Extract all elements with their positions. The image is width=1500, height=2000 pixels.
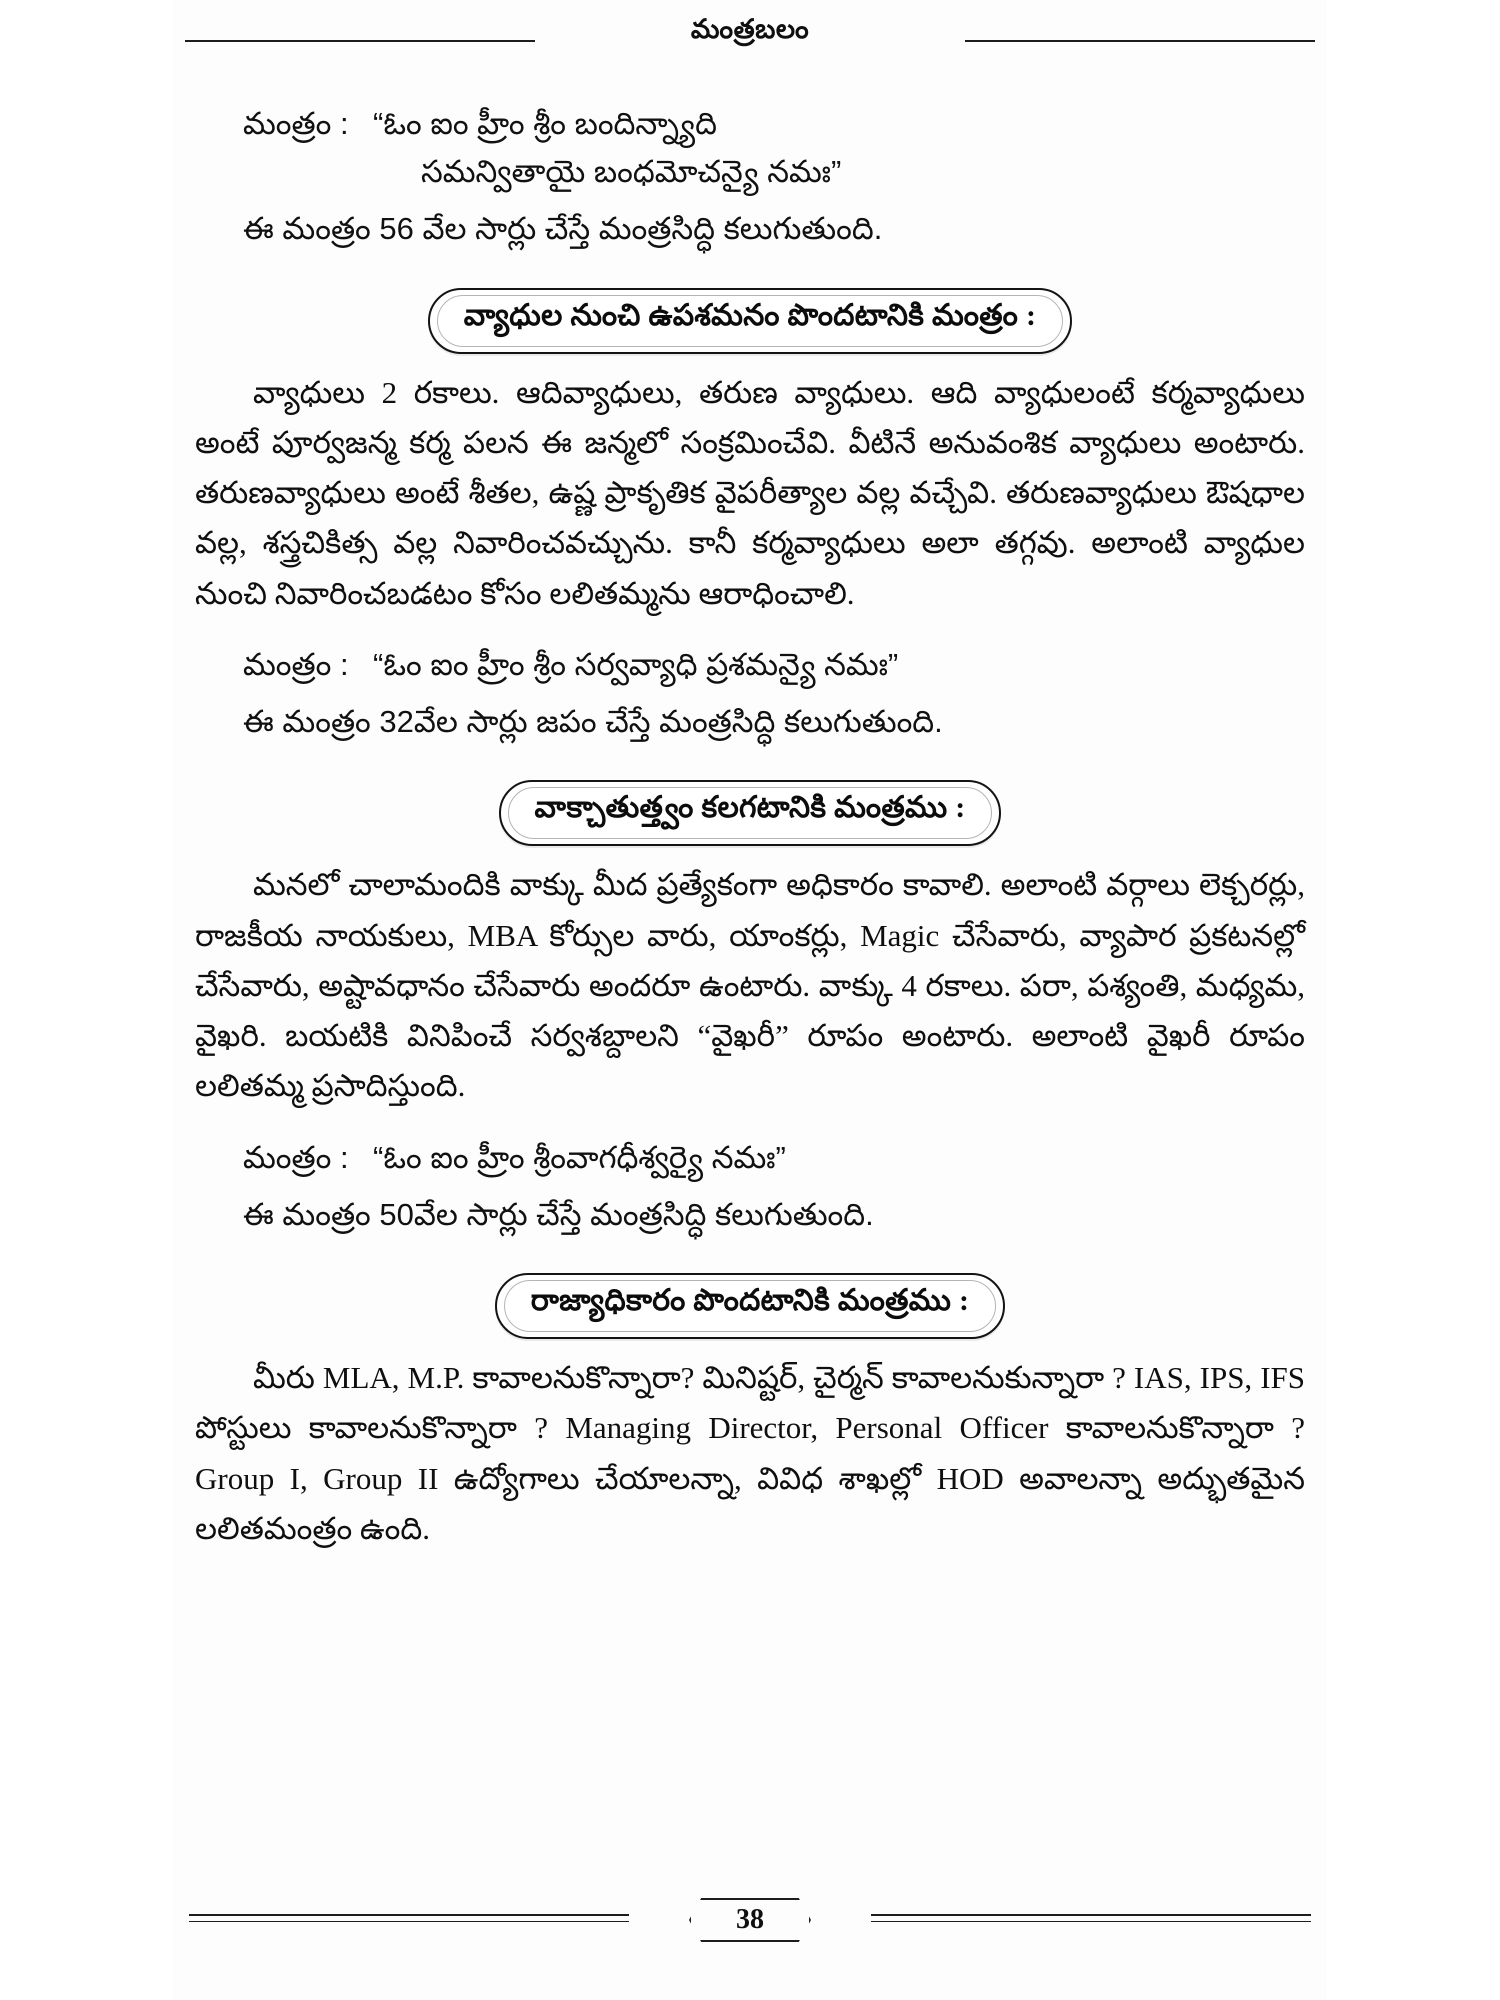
mantra-text-line: సమన్వితాయై బంధమోచన్యై నమః” [421, 154, 842, 190]
section-heading-vakchaturvam [195, 780, 1305, 846]
page-number: 38 [736, 1904, 764, 1935]
mantra-first-line [195, 641, 1305, 689]
mantra-first-line [195, 1134, 1305, 1182]
mantra-label: మంత్రం : [243, 106, 349, 141]
body-paragraph: మీరు MLA, M.P. కావాలనుకొన్నారా? మినిష్టర్, చైర్మన్ కావాలనుకున్నారా ? IAS, IPS, IFS పోస్టులు కావాలనుకొన్నారా ? Managing Director, Personal Officer కావాలనుకొన్నారా ? Group I, Group II ఉద్యోగాలు చేయాలన్నా, వివిధ శాఖల్లో HOD అవాలన్నా అద్భుతమైన లలితమంత్రం ఉంది. [195, 1360, 1305, 1546]
mantra-text-line: “ఓం ఐం హ్రీం శ్రీం సర్వవ్యాధి ప్రశమన్యై నమః” [373, 646, 899, 682]
heading-text: వాక్చాతుత్త్వం కలగటానికి మంత్రము : [534, 791, 966, 825]
page-sheet [175, 0, 1325, 2000]
heading-capsule [495, 1273, 1006, 1339]
mantra-count-note: ఈ మంత్రం 50వేల సార్లు చేస్తే మంత్రసిద్ధి కలుగుతుంది. [243, 1196, 874, 1232]
page-content [175, 72, 1325, 1554]
mantra-first-line [195, 100, 1305, 148]
heading-capsule [499, 780, 1002, 846]
section-heading-vyadhula [195, 288, 1305, 354]
mantra-label: మంత్రం : [243, 646, 349, 682]
footer-rule-left-inner [189, 1921, 629, 1922]
page-header [175, 0, 1325, 72]
heading-text: వ్యాధుల నుంచి ఉపశమనం పొందటానికి మంత్రం : [463, 298, 1037, 332]
page-footer [175, 1898, 1325, 1958]
footer-rule-left-outer [189, 1914, 629, 1916]
mantra-text-line: “ఓం ఐం హ్రీం శ్రీం బందిన్న్యాది [373, 106, 717, 141]
heading-capsule [428, 288, 1073, 354]
body-paragraph: వ్యాధులు 2 రకాలు. ఆదివ్యాధులు, తరుణ వ్యాధులు. ఆది వ్యాధులంటే కర్మవ్యాధులు అంటే పూర్వజన్మ కర్మ పలన ఈ జన్మలో సంక్రమించేవి. వీటినే అనువంశిక వ్యాధులు అంటారు. తరుణవ్యాధులు అంటే శీతల, ఉష్ణ ప్రాకృతిక వైపరీత్యాల వల్ల వచ్చేవి. తరుణవ్యాధులు ఔషధాల వల్ల, శస్త్రచికిత్స వల్ల నివారించవచ్చును. కానీ కర్మవ్యాధులు అలా తగ్గవు. అలాంటి వ్యాధుల నుంచి నివారించబడటం కోసం లలితమ్మను ఆరాధించాలి. [195, 374, 1305, 611]
mantra-count-note: ఈ మంత్రం 56 వేల సార్లు చేస్తే మంత్రసిద్ధి కలుగుతుంది. [243, 211, 883, 247]
footer-rule-right-outer [871, 1914, 1311, 1916]
heading-text: రాజ్యాధికారం పొందటానికి మంత్రము : [530, 1284, 970, 1318]
section-heading-rajyadhikaram [195, 1273, 1305, 1339]
page-number-badge [689, 1898, 811, 1942]
mantra-label: మంత్రం : [243, 1139, 349, 1175]
mantra-block [195, 1134, 1305, 1240]
mantra-block [195, 100, 1305, 254]
footer-rule-right-inner [871, 1921, 1311, 1922]
body-paragraph: మనలో చాలామందికి వాక్కు మీద ప్రత్యేకంగా అధికారం కావాలి. అలాంటి వర్గాలు లెక్చరర్లు, రాజకీయ నాయకులు, MBA కోర్సుల వారు, యాంకర్లు, Magic చేసేవారు, వ్యాపార ప్రకటనల్లో చేసేవారు, అష్టావధానం చేసేవారు అందరూ ఉంటారు. వాక్కు 4 రకాలు. పరా, పశ్యంతి, మధ్యమ, వైఖరి. బయటికి వినిపించే సర్వశబ్దాలని “వైఖరీ” రూపం అంటారు. అలాంటి వైఖరీ రూపం లలితమ్మ ప్రసాదిస్తుంది. [195, 867, 1305, 1104]
mantra-block [195, 641, 1305, 747]
mantra-text-line: “ఓం ఐం హ్రీం శ్రీంవాగధీశ్వర్యై నమః” [373, 1139, 786, 1175]
page-title: మంత్రబలం [690, 14, 810, 44]
mantra-count-note: ఈ మంత్రం 32వేల సార్లు జపం చేస్తే మంత్రసిద్ధి కలుగుతుంది. [243, 703, 943, 739]
